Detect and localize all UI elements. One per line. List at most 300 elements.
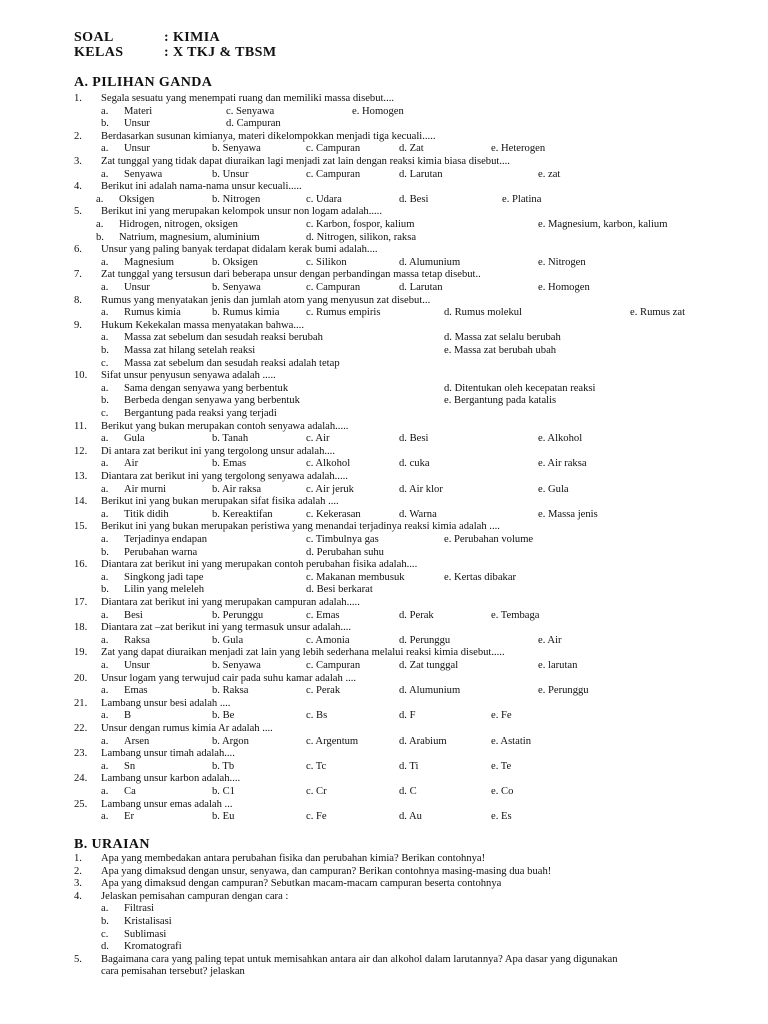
question-row (0, 773, 768, 786)
option-letter: c. (101, 408, 109, 419)
option-text: Sama dengan senyawa yang berbentuk (124, 382, 289, 394)
option-text: Besi (124, 609, 143, 621)
question-text: Berdasarkan susunan kimianya, materi dikelompokkan menjadi tiga kecuali..... (101, 130, 436, 142)
question-text: Zat tunggal yang tidak dapat diuraikan lagi menjadi zat lain dengan reaksi kimia biasa disebut.... (101, 156, 510, 167)
options-row (0, 458, 768, 471)
option-text: d. Perubahan suhu (306, 546, 384, 558)
option-letter: a. (101, 534, 109, 545)
option-text: b. Rumus kimia (212, 307, 280, 319)
option-text: Sn (124, 760, 136, 772)
option-text: Unsur (124, 143, 150, 155)
option-text: b. Senyawa (212, 143, 261, 155)
options-row (0, 232, 768, 245)
question-number: 17. (74, 597, 88, 608)
subitem-letter: b. (101, 916, 109, 927)
option-text: e. Air raksa (538, 458, 587, 470)
subitem-letter: c. (101, 928, 109, 940)
question-text: Lambang unsur emas adalah ... (101, 798, 233, 810)
subitem-text: Sublimasi (124, 928, 167, 940)
question-row (0, 93, 768, 106)
options-row (0, 257, 768, 270)
section-a-title: A. PILIHAN GANDA (74, 75, 213, 90)
question-text: Lambang unsur besi adalah .... (101, 697, 231, 709)
option-text: c. Perak (306, 685, 341, 697)
question-row (0, 559, 768, 572)
option-text: b. Emas (212, 458, 247, 470)
option-text: d. Arabium (399, 735, 447, 747)
question-text: Unsur dengan rumus kimia Ar adalah .... (101, 723, 273, 734)
option-text: d. Campuran (226, 118, 281, 130)
option-text: e. Platina (502, 193, 542, 205)
question-row (0, 698, 768, 711)
option-letter: a. (101, 105, 109, 117)
option-text: Hidrogen, nitrogen, oksigen (119, 219, 238, 230)
option-text: d. Ditentukan oleh kecepatan reaksi (444, 382, 596, 394)
option-text: d. Besi (399, 193, 429, 205)
option-text: Bergantung pada reaksi yang terjadi (124, 408, 277, 419)
option-text: e. Rumus zat (630, 307, 686, 319)
option-text: c. Air (306, 433, 330, 445)
option-text: Rumus kimia (124, 307, 181, 319)
question-text: Zat yang dapat diuraikan menjadi zat lain yang lebih sederhana melalui reaksi kimia disebut..... (101, 647, 505, 659)
option-text: c. Silikon (306, 256, 347, 268)
option-text: d. Perak (399, 609, 434, 621)
option-letter: a. (101, 168, 109, 180)
question-row (0, 647, 768, 660)
question-row (0, 521, 768, 534)
options-row (0, 307, 768, 320)
essay-number: 1. (74, 853, 82, 864)
question-text: Diantara zat berikut ini yang merupakan contoh perubahan fisika adalah.... (101, 559, 418, 571)
option-text: d. Au (399, 811, 422, 823)
question-row (0, 370, 768, 383)
option-text: b. Air raksa (212, 483, 262, 495)
option-text: e. Es (491, 811, 512, 823)
subitem-letter: a. (101, 903, 109, 915)
option-text: c. Argentum (306, 735, 359, 747)
option-text: b. Argon (212, 735, 249, 747)
soal-label: SOAL (74, 30, 114, 45)
subitem-text: Filtrasi (124, 903, 155, 915)
option-text: Raksa (124, 634, 150, 646)
option-text: e. Homogen (538, 282, 590, 293)
option-text: b. Eu (212, 811, 235, 823)
essay-text: Apa yang dimaksud dengan campuran? Sebutkan macam-macam campuran beserta contohnya (101, 878, 502, 890)
option-letter: a. (101, 609, 109, 621)
section-b-title: B. URAIAN (74, 837, 150, 852)
option-text: d. Air klor (399, 483, 443, 495)
question-row (0, 156, 768, 169)
essay-number: 4. (74, 890, 82, 902)
essay-number: 2. (74, 865, 82, 877)
option-text: d. Besi berkarat (306, 584, 373, 596)
soal-value: : KIMIA (164, 30, 221, 45)
option-letter: a. (101, 433, 109, 445)
option-text: e. Bergantung pada katalis (444, 395, 557, 407)
essay-subitem-row (0, 916, 768, 929)
essay-text: Bagaimana cara yang paling tepat untuk memisahkan antara air dan alkohol dalam larutannya? Apa dasar yang digunakan (101, 953, 618, 965)
question-row (0, 421, 768, 434)
option-text: e. Homogen (352, 105, 404, 117)
option-letter: c. (101, 357, 109, 369)
option-text: d. cuka (399, 458, 430, 470)
question-number: 15. (74, 521, 88, 533)
question-row (0, 597, 768, 610)
option-text: Lilin yang meleleh (124, 584, 205, 596)
option-text: Arsen (124, 735, 150, 747)
options-row (0, 484, 768, 497)
option-text: Massa zat hilang setelah reaksi (124, 345, 256, 356)
question-row (0, 446, 768, 459)
essay-text-continued: cara pemisahan tersebut? jelaskan (101, 966, 245, 978)
options-row (0, 345, 768, 358)
question-text: Berikut ini yang bukan merupakan sifat fisika adalah .... (101, 496, 339, 508)
question-number: 2. (74, 130, 82, 142)
question-number: 16. (74, 559, 88, 571)
option-text: c. Tc (306, 760, 327, 772)
option-text: b. Gula (212, 634, 244, 646)
option-text: e. Te (491, 760, 512, 772)
options-row (0, 610, 768, 623)
question-text: Di antara zat berikut ini yang tergolong unsur adalah.... (101, 445, 335, 457)
option-letter: b. (101, 345, 109, 356)
essay-number: 3. (74, 878, 82, 890)
option-text: e. Co (491, 786, 514, 797)
options-row (0, 736, 768, 749)
option-text: c. Bs (306, 710, 328, 722)
option-text: e. Nitrogen (538, 256, 586, 268)
question-text: Berikut ini yang merupakan kelompok unsur non logam adalah..... (101, 206, 382, 218)
question-row (0, 799, 768, 812)
question-number: 3. (74, 156, 82, 167)
question-number: 11. (74, 420, 87, 432)
question-row (0, 723, 768, 736)
question-number: 18. (74, 622, 88, 634)
options-row (0, 761, 768, 774)
option-text: e. zat (538, 168, 561, 180)
option-text: e. Gula (538, 483, 569, 495)
option-text: Berbeda dengan senyawa yang berbentuk (124, 395, 300, 407)
option-text: Titik didih (124, 508, 169, 520)
options-row (0, 383, 768, 396)
subitem-text: Kristalisasi (124, 916, 172, 927)
options-row (0, 547, 768, 560)
option-text: c. Udara (306, 193, 342, 205)
option-letter: a. (101, 710, 109, 722)
question-number: 23. (74, 748, 88, 760)
question-row (0, 622, 768, 635)
option-text: d. Larutan (399, 168, 443, 180)
option-text: Natrium, magnesium, aluminium (119, 231, 260, 243)
option-text: Unsur (124, 282, 150, 293)
question-number: 5. (74, 206, 82, 218)
option-letter: a. (101, 685, 109, 697)
option-text: e. Tembaga (491, 609, 540, 621)
options-row (0, 169, 768, 182)
option-text: d. Rumus molekul (444, 307, 522, 319)
options-row (0, 433, 768, 446)
option-text: d. Nitrogen, silikon, raksa (306, 231, 417, 243)
options-row (0, 534, 768, 547)
option-text: c. Cr (306, 786, 327, 797)
question-text: Segala sesuatu yang menempati ruang dan memiliki massa disebut.... (101, 93, 395, 104)
options-row (0, 358, 768, 371)
option-text: b. Be (212, 710, 235, 722)
question-text: Hukum Kekekalan massa menyatakan bahwa.... (101, 319, 304, 331)
question-number: 25. (74, 798, 88, 810)
option-text: e. Massa zat berubah ubah (444, 345, 557, 356)
option-text: c. Campuran (306, 168, 361, 180)
option-text: Terjadinya endapan (124, 534, 208, 545)
options-row (0, 786, 768, 799)
option-text: b. Tb (212, 760, 235, 772)
option-text: d. Warna (399, 508, 437, 520)
question-row (0, 206, 768, 219)
option-text: Air murni (124, 483, 167, 495)
option-text: c. Alkohol (306, 458, 351, 470)
option-letter: a. (101, 332, 109, 344)
option-text: d. Larutan (399, 282, 443, 293)
option-text: e. larutan (538, 660, 578, 671)
option-text: e. Perunggu (538, 685, 589, 697)
option-letter: a. (101, 307, 109, 319)
essay-subitem-row (0, 941, 768, 954)
option-text: e. Air (538, 634, 562, 646)
kelas-label: KELAS (74, 45, 124, 60)
essay-text: Apa yang membedakan antara perubahan fisika dan perubahan kimia? Berikan contohnya! (101, 853, 486, 864)
option-text: Magnesium (124, 256, 175, 268)
question-number: 6. (74, 244, 82, 256)
option-text: e. Massa jenis (538, 508, 598, 520)
question-number: 20. (74, 672, 88, 684)
option-text: d. Alumunium (399, 685, 461, 697)
option-text: e. Fe (491, 710, 512, 722)
question-number: 14. (74, 496, 88, 508)
essay-question-row (0, 866, 768, 879)
option-letter: b. (101, 546, 109, 558)
option-text: b. Nitrogen (212, 193, 261, 205)
option-letter: a. (101, 458, 109, 470)
question-text: Unsur yang paling banyak terdapat didalam kerak bumi adalah.... (101, 244, 378, 256)
options-row (0, 282, 768, 295)
option-text: c. Karbon, fospor, kalium (306, 219, 415, 230)
question-text: Sifat unsur penyusun senyawa adalah ..... (101, 370, 276, 382)
option-letter: a. (101, 634, 109, 646)
essay-continuation-row (0, 966, 768, 979)
option-text: Senyawa (124, 168, 163, 180)
option-letter: b. (96, 231, 104, 243)
option-letter: a. (101, 282, 109, 293)
option-letter: a. (101, 483, 109, 495)
option-text: b. C1 (212, 786, 235, 797)
question-number: 4. (74, 181, 82, 193)
option-text: d. C (399, 786, 417, 797)
option-letter: a. (101, 786, 109, 797)
option-text: c. Senyawa (226, 105, 275, 117)
question-text: Diantara zat berikut ini yang tergolong senyawa adalah..... (101, 471, 348, 482)
option-text: e. Astatin (491, 735, 532, 747)
option-text: Massa zat sebelum dan sesudah reaksi berubah (124, 332, 323, 344)
options-row (0, 118, 768, 131)
option-text: d. Massa zat selalu berubah (444, 332, 561, 344)
option-text: d. Zat (399, 143, 424, 155)
options-row (0, 143, 768, 156)
option-text: B (124, 710, 132, 722)
subitem-text: Kromatografi (124, 941, 182, 953)
question-row (0, 748, 768, 761)
options-row (0, 811, 768, 824)
option-letter: a. (101, 571, 109, 583)
option-text: c. Kekerasan (306, 508, 361, 520)
option-letter: a. (101, 660, 109, 671)
question-text: Berikut ini adalah nama-nama unsur kecuali..... (101, 181, 302, 193)
option-text: b. Oksigen (212, 256, 258, 268)
question-text: Diantara zat –zat berikut ini yang termasuk unsur adalah.... (101, 622, 352, 634)
option-text: e. Kertas dibakar (444, 571, 517, 583)
option-text: Materi (124, 105, 153, 117)
option-text: d. Alumunium (399, 256, 461, 268)
question-text: Lambang unsur karbon adalah.... (101, 773, 241, 785)
option-text: b. Senyawa (212, 282, 261, 293)
option-letter: b. (101, 395, 109, 407)
option-text: c. Rumus empiris (306, 307, 381, 319)
option-text: c. Timbulnya gas (306, 534, 379, 545)
option-text: c. Air jeruk (306, 483, 354, 495)
options-row (0, 106, 768, 119)
option-text: b. Perunggu (212, 609, 264, 621)
options-row (0, 408, 768, 421)
options-row (0, 584, 768, 597)
question-number: 8. (74, 294, 82, 306)
option-letter: b. (101, 584, 109, 596)
option-text: b. Unsur (212, 168, 249, 180)
option-text: Emas (124, 685, 148, 697)
essay-subitem-row (0, 903, 768, 916)
question-number: 9. (74, 319, 82, 331)
question-text: Diantara zat berikut ini yang merupakan campuran adalah..... (101, 597, 360, 608)
question-number: 7. (74, 269, 82, 281)
essay-question-row (0, 878, 768, 891)
option-text: Unsur (124, 118, 150, 130)
question-text: Berikut yang bukan merupakan contoh senyawa adalah..... (101, 420, 349, 432)
option-text: Perubahan warna (124, 546, 198, 558)
option-letter: a. (101, 811, 109, 823)
options-row (0, 635, 768, 648)
option-letter: a. (101, 735, 109, 747)
option-letter: a. (101, 143, 109, 155)
option-text: d. Zat tunggal (399, 660, 459, 671)
essay-question-row (0, 954, 768, 967)
question-text: Zat tunggal yang tersusun dari beberapa unsur dengan perbandingan massa tetap disebut.. (101, 269, 481, 281)
question-row (0, 269, 768, 282)
question-number: 24. (74, 773, 88, 785)
option-letter: a. (96, 219, 104, 230)
question-number: 13. (74, 471, 88, 482)
essay-text: Jelaskan pemisahan campuran dengan cara : (101, 890, 289, 902)
question-number: 1. (74, 93, 82, 104)
option-text: Gula (124, 433, 145, 445)
option-text: b. Senyawa (212, 660, 261, 671)
question-text: Unsur logam yang terwujud cair pada suhu kamar adalah .... (101, 672, 357, 684)
question-row (0, 131, 768, 144)
option-text: e. Perubahan volume (444, 534, 534, 545)
question-row (0, 244, 768, 257)
essay-number: 5. (74, 953, 82, 965)
option-text: d. Besi (399, 433, 429, 445)
option-text: c. Makanan membusuk (306, 571, 405, 583)
option-text: c. Amonia (306, 634, 350, 646)
option-text: Oksigen (119, 193, 155, 205)
option-text: b. Kereaktifan (212, 508, 273, 520)
essay-question-row (0, 853, 768, 866)
option-text: Air (124, 458, 139, 470)
option-text: e. Heterogen (491, 143, 546, 155)
question-number: 22. (74, 723, 88, 734)
option-text: Ca (124, 786, 136, 797)
option-text: e. Alkohol (538, 433, 583, 445)
options-row (0, 194, 768, 207)
option-text: d. F (399, 710, 416, 722)
option-text: c. Campuran (306, 660, 361, 671)
option-text: Er (124, 811, 134, 823)
option-text: Massa zat sebelum dan sesudah reaksi adalah tetap (124, 357, 340, 369)
option-text: Unsur (124, 660, 150, 671)
question-row (0, 673, 768, 686)
question-number: 21. (74, 697, 88, 709)
question-row (0, 295, 768, 308)
option-text: d. Ti (399, 760, 419, 772)
options-row (0, 395, 768, 408)
options-row (0, 710, 768, 723)
question-text: Berikut ini yang bukan merupakan peristiwa yang menandai terjadinya reaksi kimia adalah .... (101, 521, 500, 533)
question-row (0, 496, 768, 509)
kelas-value: : X TKJ & TBSM (164, 45, 277, 60)
options-row (0, 509, 768, 522)
options-row (0, 572, 768, 585)
option-text: b. Raksa (212, 685, 249, 697)
option-text: c. Fe (306, 811, 327, 823)
options-row (0, 685, 768, 698)
option-letter: a. (101, 508, 109, 520)
question-number: 12. (74, 445, 88, 457)
question-text: Lambang unsur timah adalah.... (101, 748, 235, 760)
question-text: Rumus yang menyatakan jenis dan jumlah atom yang menyusun zat disebut... (101, 294, 431, 306)
question-row (0, 471, 768, 484)
option-text: c. Campuran (306, 143, 361, 155)
subitem-letter: d. (101, 941, 109, 953)
option-text: c. Emas (306, 609, 340, 621)
question-number: 10. (74, 370, 88, 382)
option-text: e. Magnesium, karbon, kalium (538, 219, 668, 230)
option-text: d. Perunggu (399, 634, 451, 646)
option-letter: a. (101, 382, 109, 394)
options-row (0, 332, 768, 345)
question-number: 19. (74, 647, 88, 659)
options-row (0, 219, 768, 232)
option-letter: b. (101, 118, 109, 130)
option-letter: a. (101, 256, 109, 268)
essay-text: Apa yang dimaksud dengan unsur, senyawa, dan campuran? Berikan contohnya masing-masing dua buah! (101, 865, 552, 877)
option-letter: a. (101, 760, 109, 772)
essay-question-row (0, 891, 768, 904)
option-text: c. Campuran (306, 282, 361, 293)
options-row (0, 660, 768, 673)
essay-subitem-row (0, 929, 768, 942)
option-letter: a. (96, 193, 104, 205)
question-row (0, 181, 768, 194)
option-text: Singkong jadi tape (124, 571, 204, 583)
question-row (0, 320, 768, 333)
